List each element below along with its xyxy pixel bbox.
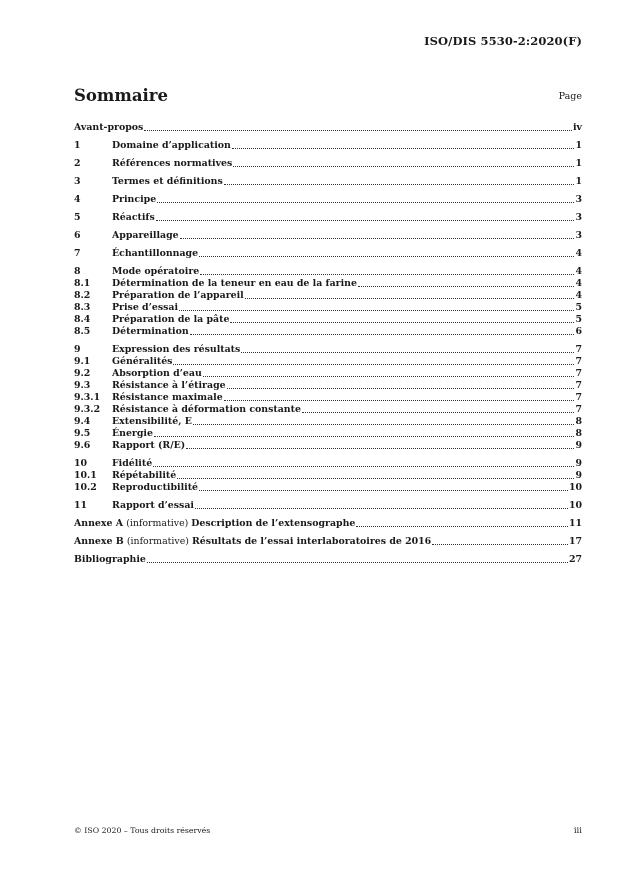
dot-leader (432, 536, 568, 545)
toc-entry-number: 8.1 (74, 278, 91, 289)
toc-entry[interactable] (74, 140, 582, 152)
toc-entry-page: 7 (575, 356, 582, 367)
toc-entry-label: Avant-propos (74, 122, 144, 133)
toc-entry-page: 17 (568, 536, 582, 547)
toc-bibliography-entry[interactable] (74, 554, 582, 566)
toc-entry-page: 6 (575, 326, 582, 337)
dot-leader (232, 140, 575, 149)
toc-entry-page: 1 (575, 140, 582, 151)
dot-leader (177, 470, 574, 479)
toc-entry-label: Échantillonnage (112, 248, 199, 259)
table-of-contents (74, 122, 582, 566)
toc-entry-label: Prise d’essai (112, 302, 179, 313)
toc-entry[interactable] (74, 194, 582, 206)
toc-entry-page: 27 (568, 554, 582, 565)
toc-entry[interactable] (74, 212, 582, 224)
toc-entry-label: Extensibilité, E (112, 416, 192, 427)
dot-leader (199, 248, 574, 257)
dot-leader (173, 356, 574, 365)
toc-entry-number: 9.2 (74, 368, 91, 379)
toc-entry[interactable] (74, 500, 582, 512)
toc-entry-label: Expression des résultats (112, 344, 241, 355)
toc-entry-number: 3 (74, 176, 81, 187)
toc-entry-page: 10 (568, 500, 582, 511)
toc-entry-number: 8.4 (74, 314, 91, 325)
dot-leader (200, 266, 574, 275)
toc-entry-number: 4 (74, 194, 81, 205)
toc-entry-number: 9 (74, 344, 81, 355)
dot-leader (179, 302, 574, 311)
toc-entry-page: 9 (575, 470, 582, 481)
toc-entry-page: 3 (575, 230, 582, 241)
toc-entry-label (74, 518, 355, 530)
dot-leader (157, 194, 574, 203)
toc-entry-page: 7 (575, 404, 582, 415)
annex-prefix: Annexe B (74, 536, 124, 547)
toc-entry-label: Rapport d’essai (112, 500, 194, 511)
toc-entry-label: Détermination de la teneur en eau de la farine (112, 278, 357, 289)
toc-entry-page: 3 (575, 212, 582, 223)
toc-annex-entry[interactable] (74, 518, 582, 530)
toc-entry[interactable] (74, 122, 582, 134)
toc-entry-page: 1 (575, 158, 582, 169)
toc-entry[interactable] (74, 392, 582, 404)
toc-entry-page: 7 (575, 368, 582, 379)
toc-entry-page: 1 (575, 176, 582, 187)
dot-leader (199, 482, 568, 491)
dot-leader (180, 230, 575, 239)
toc-entry-page: 10 (568, 482, 582, 493)
toc-entry-label: Domaine d’application (112, 140, 231, 151)
toc-entry-number: 8.3 (74, 302, 91, 313)
toc-entry-number: 6 (74, 230, 81, 241)
toc-entry[interactable] (74, 248, 582, 260)
toc-entry-page: 3 (575, 194, 582, 205)
toc-entry-label: Réactifs (112, 212, 155, 223)
toc-entry-label: Fidélité (112, 458, 153, 469)
dot-leader (154, 428, 575, 437)
toc-entry[interactable] (74, 176, 582, 188)
toc-entry-number: 7 (74, 248, 81, 259)
toc-entry-label: Appareillage (112, 230, 179, 241)
dot-leader (203, 368, 575, 377)
toc-entry[interactable] (74, 356, 582, 368)
dot-leader (302, 404, 575, 413)
dot-leader (193, 416, 575, 425)
toc-entry-label: Détermination (112, 326, 189, 337)
toc-entry-number: 8 (74, 266, 81, 277)
toc-entry[interactable] (74, 368, 582, 380)
toc-entry-number: 9.1 (74, 356, 91, 367)
toc-entry-label: Préparation de la pâte (112, 314, 230, 325)
toc-entry-label: Reproductibilité (112, 482, 199, 493)
toc-entry-number: 10.2 (74, 482, 97, 493)
toc-entry-label: Répétabilité (112, 470, 177, 481)
footer-page-number: iii (573, 826, 582, 836)
toc-entry[interactable] (74, 470, 582, 482)
toc-entry-page: 7 (575, 344, 582, 355)
toc-entry[interactable] (74, 344, 582, 356)
toc-entry-label: Rapport (R/E) (112, 440, 186, 451)
toc-entry-label (74, 536, 431, 548)
toc-entry-label: Énergie (112, 428, 153, 439)
toc-entry[interactable] (74, 278, 582, 290)
toc-entry[interactable] (74, 326, 582, 338)
toc-entry-number: 2 (74, 158, 81, 169)
toc-entry[interactable] (74, 380, 582, 392)
toc-entry-page: 11 (568, 518, 582, 529)
toc-entry-page: 8 (575, 416, 582, 427)
toc-entry-label: Résistance à l’étirage (112, 380, 226, 391)
dot-leader (245, 290, 575, 299)
dot-leader (241, 344, 574, 353)
toc-entry-page: 7 (575, 380, 582, 391)
dot-leader (230, 314, 574, 323)
toc-entry-number: 8.5 (74, 326, 91, 337)
toc-entry[interactable] (74, 458, 582, 470)
toc-entry-label: Références normatives (112, 158, 233, 169)
toc-entry-number: 1 (74, 140, 81, 151)
toc-entry-page: 4 (575, 266, 582, 277)
toc-entry-page: 7 (575, 392, 582, 403)
annex-title: Résultats de l’essai interlaboratoires de 2016 (191, 536, 432, 547)
toc-entry-number: 10 (74, 458, 88, 469)
dot-leader (190, 326, 575, 335)
toc-entry-label: Termes et définitions (112, 176, 223, 187)
toc-entry-page: 9 (575, 440, 582, 451)
toc-entry-label: Principe (112, 194, 157, 205)
toc-entry-label: Résistance maximale (112, 392, 223, 403)
toc-entry[interactable] (74, 428, 582, 440)
toc-entry-label: Mode opératoire (112, 266, 200, 277)
dot-leader (358, 278, 575, 287)
toc-entry[interactable] (74, 290, 582, 302)
page-column-label: Page (558, 91, 582, 102)
dot-leader (195, 500, 568, 509)
toc-entry-number: 9.4 (74, 416, 91, 427)
toc-entry-label: Préparation de l’appareil (112, 290, 244, 301)
toc-entry-label: Résistance à déformation constante (112, 404, 301, 415)
annex-note: (informative) (126, 518, 189, 529)
toc-entry[interactable] (74, 302, 582, 314)
annex-title: Description de l’extensographe (191, 518, 356, 529)
dot-leader (224, 176, 575, 185)
dot-leader (156, 212, 575, 221)
toc-entry-number: 9.3.2 (74, 404, 101, 415)
dot-leader (186, 440, 574, 449)
toc-entry-page: 5 (575, 314, 582, 325)
toc-entry-page: 4 (575, 248, 582, 259)
toc-entry-number: 11 (74, 500, 88, 511)
annex-prefix: Annexe A (74, 518, 123, 529)
dot-leader (227, 380, 575, 389)
toc-entry[interactable] (74, 404, 582, 416)
toc-entry-label: Généralités (112, 356, 173, 367)
toc-entry-page: 8 (575, 428, 582, 439)
toc-entry-number: 9.3.1 (74, 392, 101, 403)
page-title: Sommaire (74, 86, 168, 105)
dot-leader (224, 392, 575, 401)
toc-entry[interactable] (74, 440, 582, 452)
toc-entry-number: 9.6 (74, 440, 91, 451)
toc-entry-number: 9.5 (74, 428, 91, 439)
toc-entry-number: 9.3 (74, 380, 91, 391)
dot-leader (153, 458, 574, 467)
toc-entry[interactable] (74, 482, 582, 494)
toc-entry-label: Absorption d’eau (112, 368, 202, 379)
dot-leader (356, 518, 568, 527)
toc-entry-page: 4 (575, 278, 582, 289)
toc-entry[interactable] (74, 158, 582, 170)
toc-entry-page: 4 (575, 290, 582, 301)
toc-entry-number: 10.1 (74, 470, 97, 481)
toc-entry[interactable] (74, 416, 582, 428)
document-id: ISO/DIS 5530-2:2020(F) (424, 34, 582, 48)
toc-annex-entry[interactable] (74, 536, 582, 548)
toc-entry[interactable] (74, 314, 582, 326)
toc-entry[interactable] (74, 266, 582, 278)
toc-entry-number: 5 (74, 212, 81, 223)
dot-leader (147, 554, 568, 563)
toc-entry-page: 9 (575, 458, 582, 469)
toc-entry-number: 8.2 (74, 290, 91, 301)
dot-leader (233, 158, 574, 167)
toc-entry[interactable] (74, 230, 582, 242)
toc-entry-page: 5 (575, 302, 582, 313)
annex-note: (informative) (126, 536, 189, 547)
footer-copyright: © ISO 2020 – Tous droits réservés (74, 826, 211, 835)
dot-leader (144, 122, 572, 131)
toc-entry-label: Bibliographie (74, 554, 146, 565)
toc-entry-page: iv (572, 122, 582, 133)
